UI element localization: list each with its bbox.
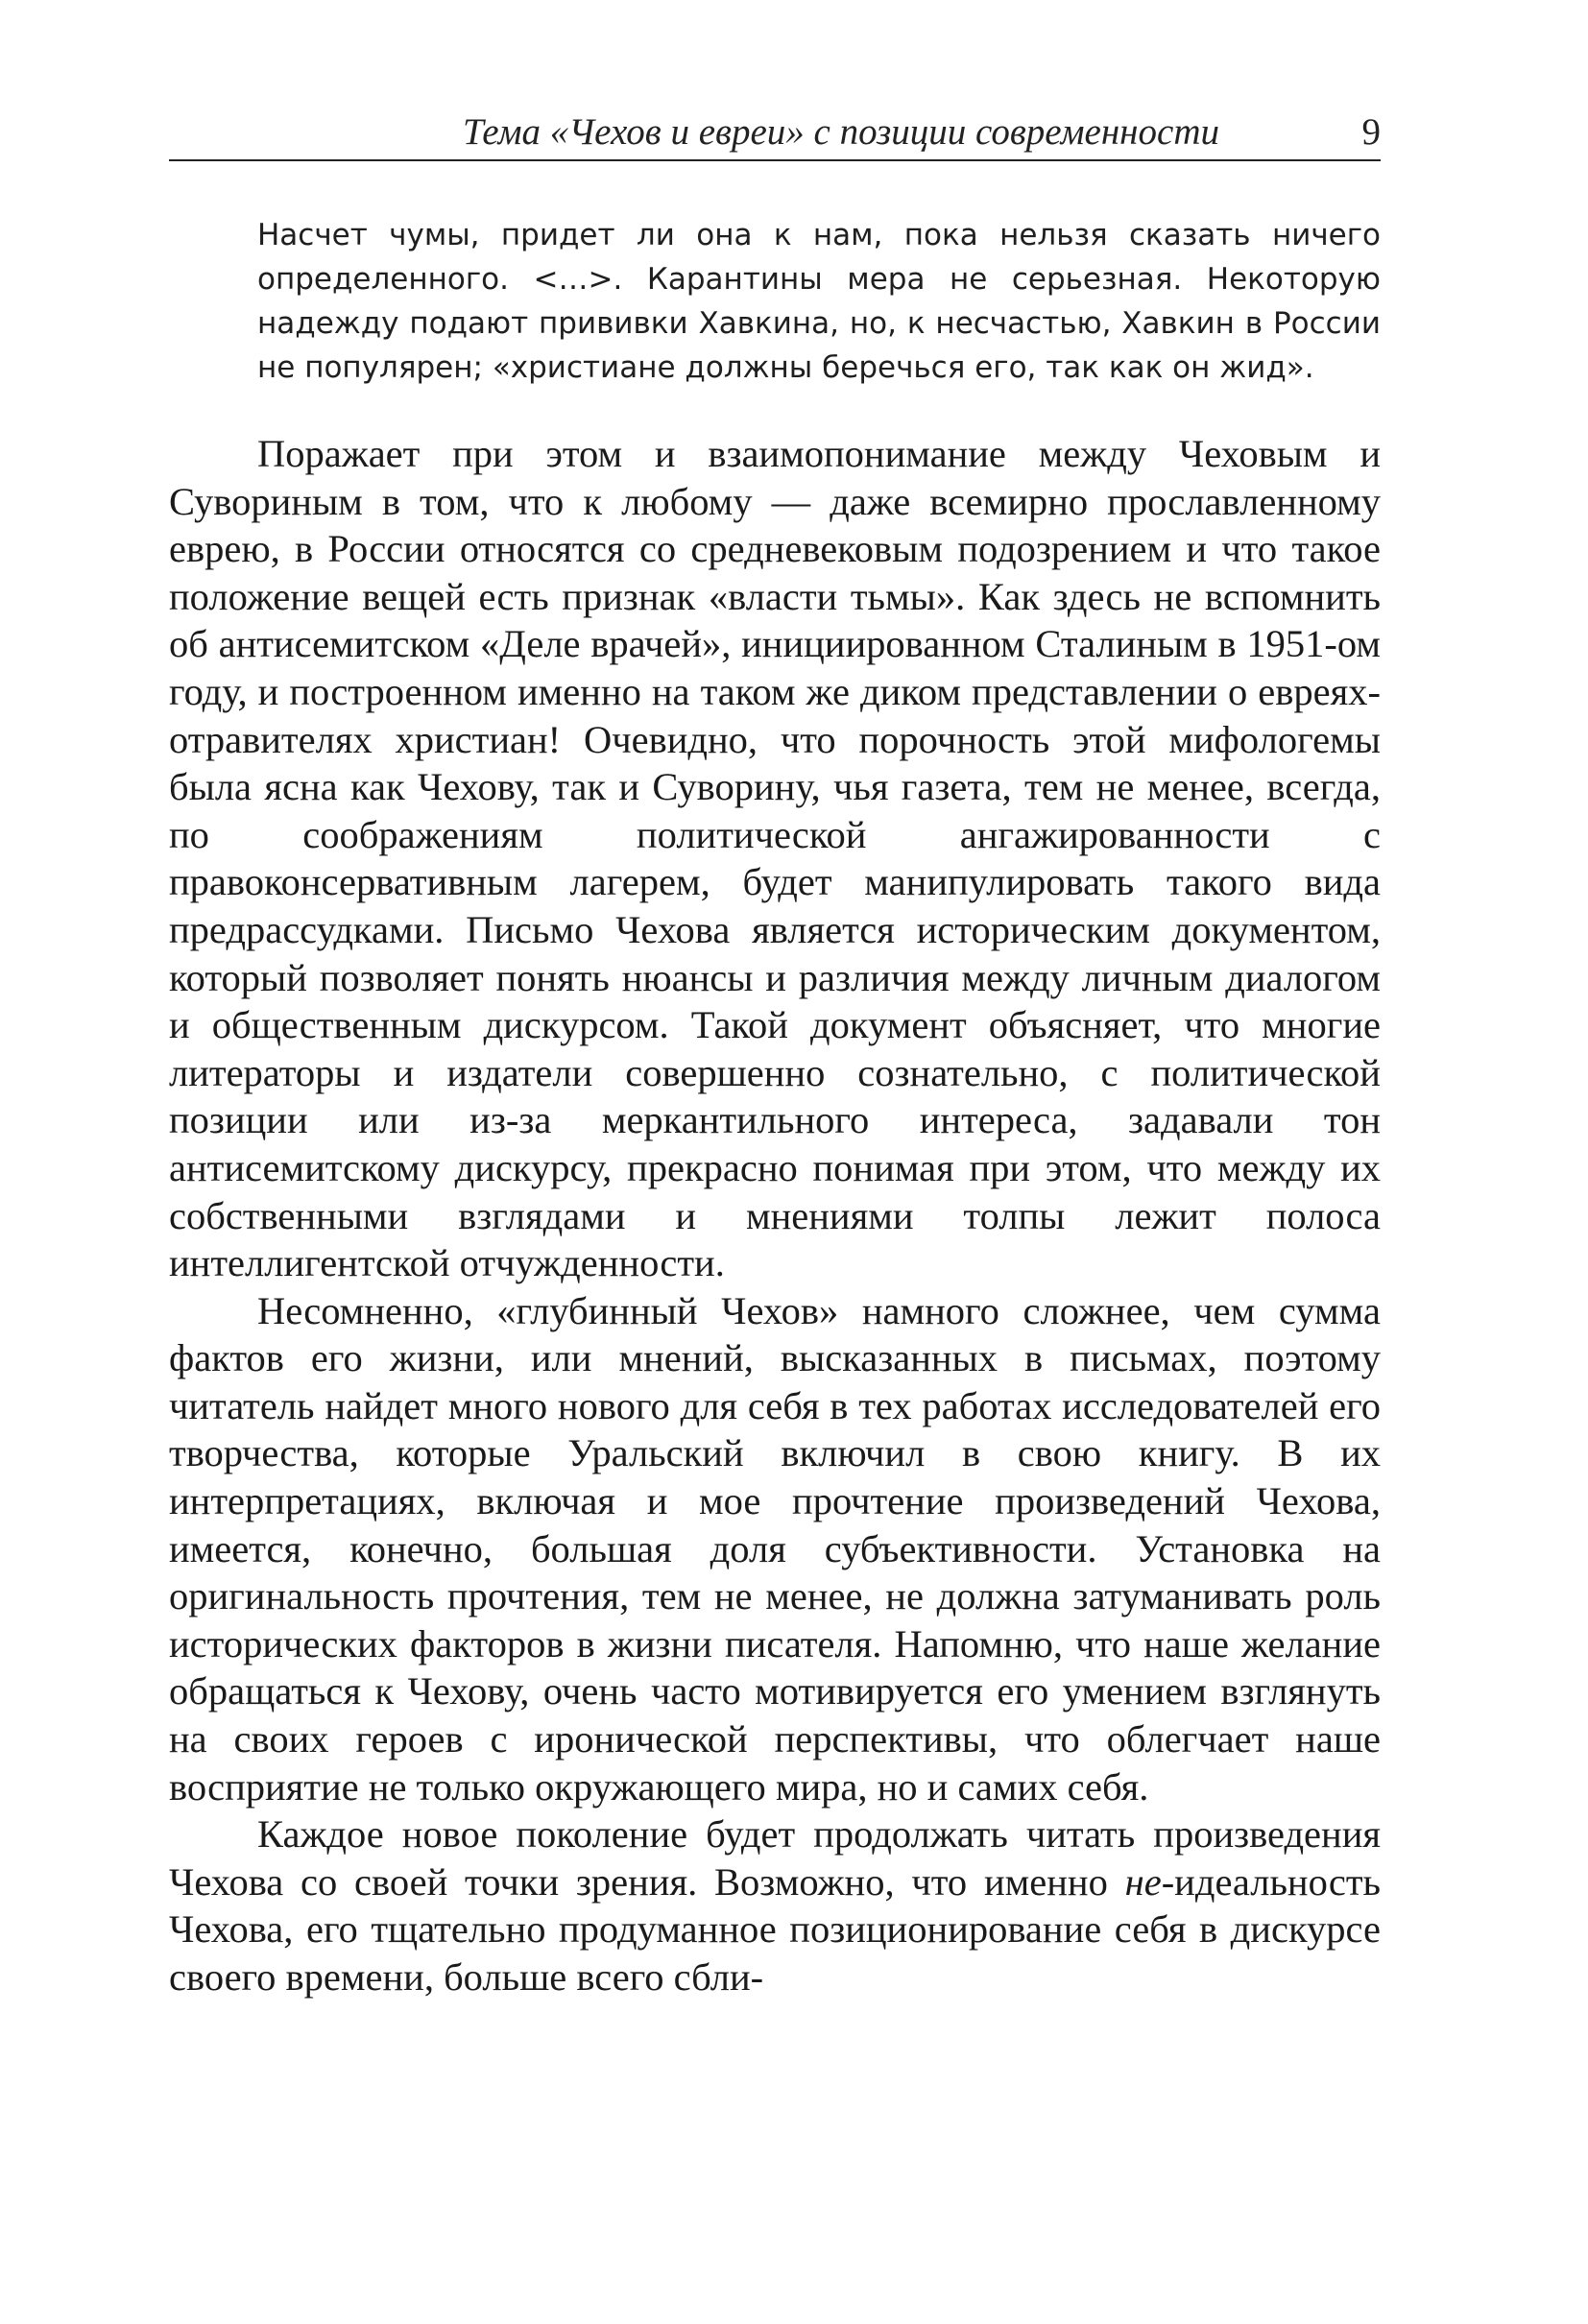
paragraph-3-start: Каждое новое поколение будет продолжать читать произведения Чехова со своей точки зрения. Возможно, что именно <box>169 1812 1381 1904</box>
letter-quote <box>257 213 1381 390</box>
body-paragraph-3 <box>169 1810 1381 2001</box>
page-number: 9 <box>1361 111 1381 153</box>
body-paragraph-1: Поражает при этом и взаимопонимание между Чеховым и Сувориным в том, что к любому — даже всемирно прославленному еврею, в России относятся со средневековым подозрением и что такое положение вещей есть признак «власти тьмы». Как здесь не вспомнить об антисемитском «Деле врачей», инициированном Сталиным в 1951-ом году, и построенном именно на таком же диком представлении о евреях-отравителях христиан! Очевидно, что порочность этой мифологемы была ясна как Чехову, так и Суворину, чья газета, тем не менее, всегда, по соображениям политической ангажированности с правоконсервативным лагерем, будет манипулировать такого вида предрассудками. Письмо Чехова является историческим документом, который позволяет понять нюансы и различия между личным диалогом и общественным дискурсом. Такой документ объясняет, что многие литераторы и издатели совершенно сознательно, с политической позиции или из-за меркантильного интереса, задавали тон антисемитскому дискурсу, прекрасно понимая при этом, что между их собственными взглядами и мнениями толпы лежит полоса интеллигентской отчужденности. <box>169 432 1381 1285</box>
main-text <box>169 430 1381 2001</box>
running-header <box>169 100 1381 161</box>
quote-paragraph: Насчет чумы, придет ли она к нам, пока нельзя сказать ничего определенного. <…>. Карантины мера не серьезная. Некоторую надежду подают прививки Хавкина, но, к несчастью, Хавкин в России не популярен; «христиане должны беречься его, так как он жид». <box>257 218 1381 385</box>
emphasis-ne: не <box>1124 1859 1162 1904</box>
body-paragraph-2: Несомненно, «глубинный Чехов» намного сложнее, чем сумма фактов его жизни, или мнений, высказанных в письмах, поэтому читатель найдет много нового для себя в тех работах исследователей его творчества, которые Уральский включил в свою книгу. В их интерпретациях, включая и мое прочтение произведений Чехова, имеется, конечно, большая доля субъективности. Установка на оригинальность прочтения, тем не менее, не должна затуманивать роль исторических факторов в жизни писателя. Напомню, что наше желание обращаться к Чехову, очень часто мотивируется его умением взглянуть на своих героев с иронической перспективы, что облегчает наше восприятие не только окружающего мира, но и самих себя. <box>169 1288 1381 1809</box>
paragraph-3-rest: -идеальность Чехова, его тщательно продуманное позиционирование себя в дискурсе своего времени, больше всего сбли- <box>169 1859 1382 1999</box>
running-header-title: Тема «Чехов и евреи» с позиции современности <box>463 111 1219 153</box>
